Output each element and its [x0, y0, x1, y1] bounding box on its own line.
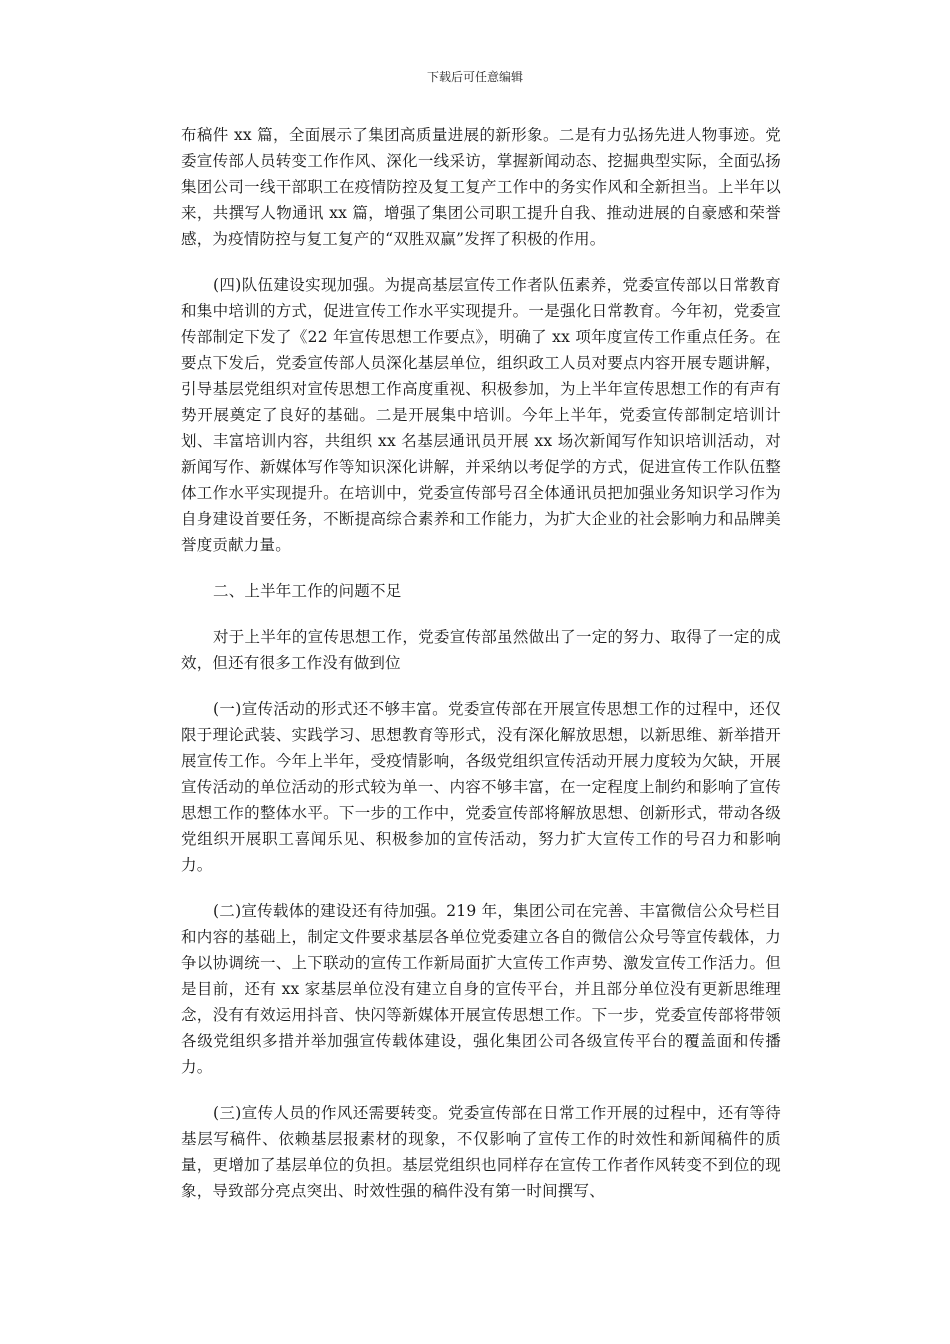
paragraph-1: 布稿件 xx 篇，全面展示了集团高质量进展的新形象。二是有力弘扬先进人物事迹。党委宣传部人员转变工作作风、深化一线采访，掌握新闻动态、挖掘典型实际，全面弘扬集团公司一线干部职工在疫情防控及复工复产工作中的务实作风和全新担当。上半年以来，共撰写人物通讯 xx 篇，增强了集团公司职工提升自我、推动进展的自豪感和荣誉感，为疫情防控与复工复产的“双胜双赢”发挥了积极的作用。: [181, 126, 781, 248]
document-body: [181, 122, 781, 1224]
paragraph-4: (一)宣传活动的形式还不够丰富。党委宣传部在开展宣传思想工作的过程中，还仅限于理论武装、实践学习、思想教育等形式，没有深化解放思想，以新思维、新举措开展宣传工作。今年上半年，受疫情影响，各级党组织宣传活动开展力度较为欠缺，开展宣传活动的单位活动的形式较为单一、内容不够丰富，在一定程度上制约和影响了宣传思想工作的整体水平。下一步的工作中，党委宣传部将解放思想、创新形式，带动各级党组织开展职工喜闻乐见、积极参加的宣传活动，努力扩大宣传工作的号召力和影响力。: [181, 700, 781, 874]
paragraph-3: 对于上半年的宣传思想工作，党委宣传部虽然做出了一定的努力、取得了一定的成效，但还有很多工作没有做到位: [181, 628, 781, 672]
section-heading: 二、上半年工作的问题不足: [213, 582, 402, 600]
page-header: 下载后可任意编辑: [426, 70, 523, 84]
paragraph-6: (三)宣传人员的作风还需要转变。党委宣传部在日常工作开展的过程中，还有等待基层写稿件、依赖基层报素材的现象，不仅影响了宣传工作的时效性和新闻稿件的质量，更增加了基层单位的负担。基层党组织也同样存在宣传工作者作风转变不到位的现象，导致部分亮点突出、时效性强的稿件没有第一时间撰写、: [181, 1104, 781, 1200]
paragraph-2: (四)队伍建设实现加强。为提高基层宣传工作者队伍素养，党委宣传部以日常教育和集中培训的方式，促进宣传工作水平实现提升。一是强化日常教育。今年初，党委宣传部制定下发了《22 年宣传思想工作要点》，明确了 xx 项年度宣传工作重点任务。在要点下发后，党委宣传部人员深化基层单位，组织政工人员对要点内容开展专题讲解，引导基层党组织对宣传思想工作高度重视、积极参加，为上半年宣传思想工作的有声有势开展奠定了良好的基础。二是开展集中培训。今年上半年，党委宣传部制定培训计划、丰富培训内容，共组织 xx 名基层通讯员开展 xx 场次新闻写作知识培训活动，对新闻写作、新媒体写作等知识深化讲解，并采纳以考促学的方式，促进宣传工作队伍整体工作水平实现提升。在培训中，党委宣传部号召全体通讯员把加强业务知识学习作为自身建设首要任务，不断提高综合素养和工作能力，为扩大企业的社会影响力和品牌美誉度贡献力量。: [181, 276, 781, 554]
paragraph-5: (二)宣传载体的建设还有待加强。219 年，集团公司在完善、丰富微信公众号栏目和内容的基础上，制定文件要求基层各单位党委建立各自的微信公众号等宣传载体，力争以协调统一、上下联动的宣传工作新局面扩大宣传工作声势、激发宣传工作活力。但是目前，还有 xx 家基层单位没有建立自身的宣传平台，并且部分单位没有更新思维理念，没有有效运用抖音、快闪等新媒体开展宣传思想工作。下一步，党委宣传部将带领各级党组织多措并举加强宣传载体建设，强化集团公司各级宣传平台的覆盖面和传播力。: [181, 902, 781, 1076]
